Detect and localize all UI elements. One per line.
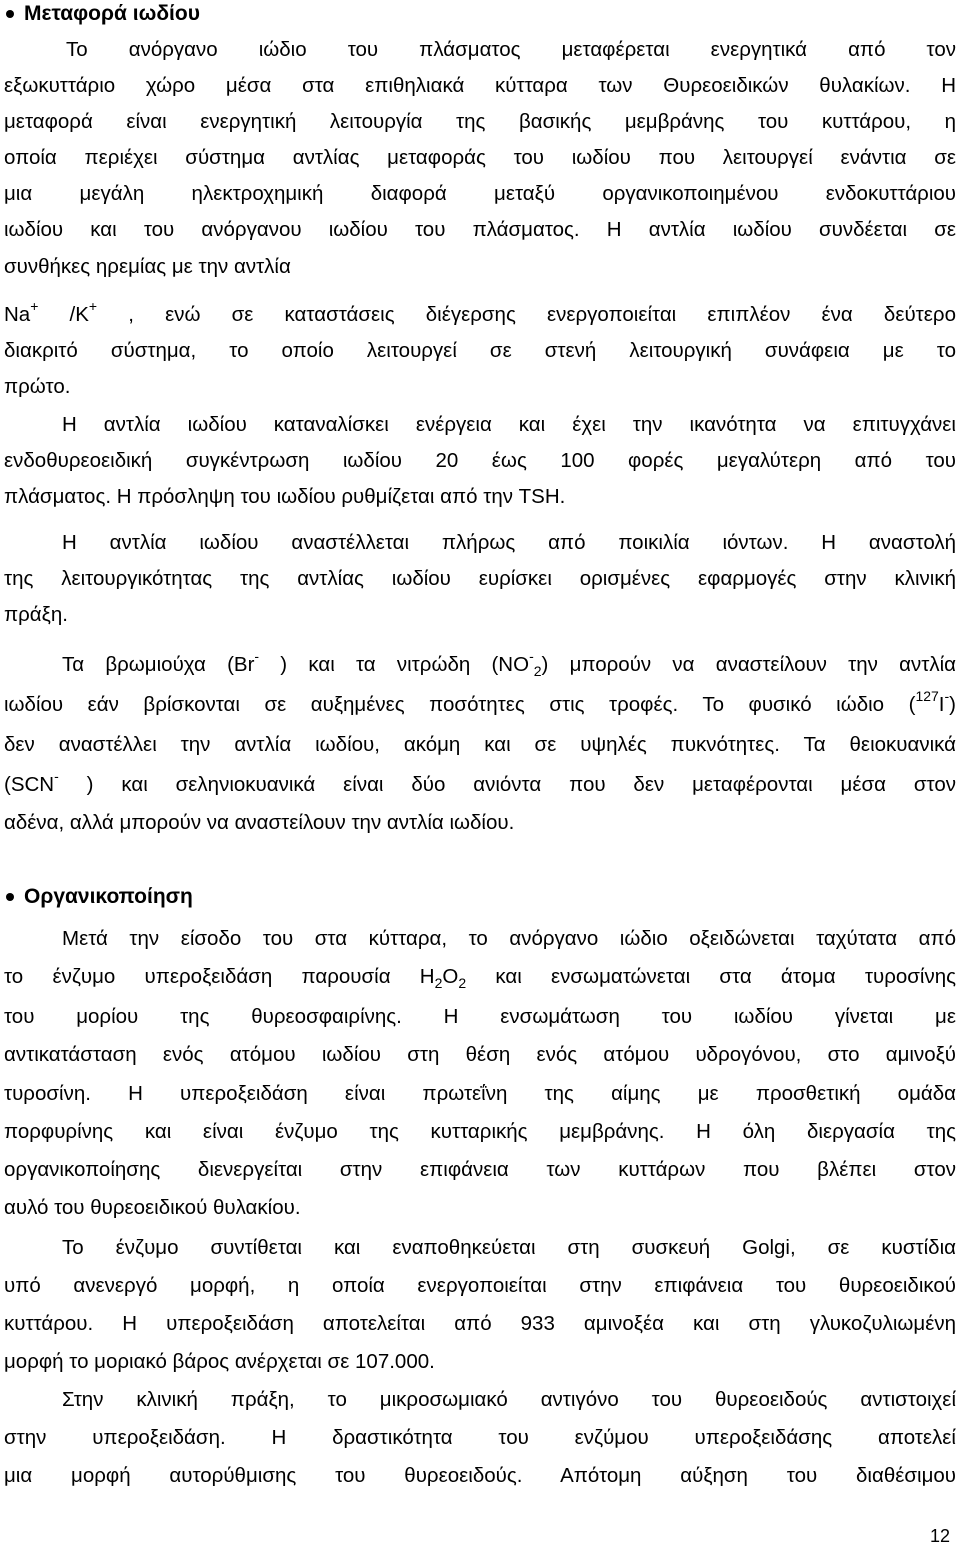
paragraph-line: ενδοθυρεοειδική συγκέντρωση ιωδίου 20 έως 100 φορές μεγαλύτερη από του: [4, 449, 956, 472]
bullet-icon: [6, 893, 14, 901]
paragraph-line: συνθήκες ηρεμίας με την αντλία: [4, 255, 291, 278]
section-title: Μεταφορά ιωδίου: [24, 2, 200, 25]
paragraph-line: Το ανόργανο ιώδιο του πλάσματος μεταφέρεται ενεργητικά από τον: [66, 38, 956, 61]
section-title: Οργανικοποίηση: [24, 885, 193, 908]
paragraph-line: μεταφορά είναι ενεργητική λειτουργία της βασικής μεμβράνης του κυττάρου, η: [4, 110, 956, 133]
paragraph-line: της λειτουργικότητας της αντλίας ιωδίου ευρίσκει ορισμένες εφαρμογές στην κλινική: [4, 567, 956, 590]
paragraph-line: αδένα, αλλά μπορούν να αναστείλουν την αντλία ιωδίου.: [4, 811, 515, 834]
paragraph-line-h2o2: το ένζυμο υπεροξειδάση παρουσία $H_2O_2$ και ενσωματώνεται στα άτομα τυροσίνης: [4, 965, 956, 991]
paragraph-line: δεν αναστέλλει την αντλία ιωδίου, ακόμη και σε υψηλές πυκνότητες. Τα θειοκυανικά: [4, 733, 956, 756]
paragraph-line-bromide: Τα βρωμιούχα (Br- ) και τα νιτρώδη $(NO^-_2)$ μπορούν να αναστείλουν την αντλία: [62, 648, 956, 679]
paragraph-line: Η αντλία ιωδίου καταναλίσκει ενέργεια και έχει την ικανότητα να επιτυγχάνει: [62, 413, 956, 436]
paragraph-line: Μετά την είσοδο του στα κύτταρα, το ανόργανο ιώδιο οξειδώνεται ταχύτατα από: [62, 927, 956, 950]
paragraph-line: διακριτό σύστημα, το οποίο λειτουργεί σε στενή λειτουργική συνάφεια με το: [4, 339, 956, 362]
paragraph-line: Η αντλία ιωδίου αναστέλλεται πλήρως από ποικιλία ιόντων. Η αναστολή: [62, 531, 956, 554]
paragraph-line: στην υπεροξειδάση. Η δραστικότητα του ενζύμου υπεροξειδάσης αποτελεί: [4, 1426, 956, 1449]
section-heading-iodine-transport: [6, 2, 200, 26]
paragraph-line: του μορίου της θυρεοσφαιρίνης. Η ενσωμάτωση του ιωδίου γίνεται με: [4, 1005, 956, 1028]
paragraph-line-na-k: Na+ /K+ , ενώ σε καταστάσεις διέγερσης ενεργοποιείται επιπλέον ένα δεύτερο: [4, 298, 956, 326]
paragraph-line: κυττάρου. Η υπεροξειδάση αποτελείται από 933 αμινοξέα και στη γλυκοζυλιωμένη: [4, 1312, 956, 1335]
bullet-icon: [6, 10, 14, 18]
paragraph-line: μια μορφή αυτορύθμισης του θυρεοειδούς. Απότομη αύξηση του διαθέσιμου: [4, 1464, 956, 1487]
section-heading-organification: [6, 885, 193, 909]
paragraph-line: υπό ανενεργό μορφή, η οποία ενεργοποιείται στην επιφάνεια του θυρεοειδικού: [4, 1274, 956, 1297]
paragraph-line: πρώτο.: [4, 375, 71, 398]
paragraph-line-iodine-127: ιωδίου εάν βρίσκονται σε αυξημένες ποσότητες στις τροφές. Το φυσικό ιώδιο ($^{127}$I-): [4, 688, 956, 716]
paragraph-line: αντικατάσταση ενός ατόμου ιωδίου στη θέση ενός ατόμου υδρογόνου, στο αμινοξύ: [4, 1043, 956, 1066]
paragraph-line: Το ένζυμο συντίθεται και εναποθηκεύεται στη συσκευή Golgi, σε κυστίδια: [62, 1236, 956, 1259]
paragraph-line: πορφυρίνης και είναι ένζυμο της κυτταρικής μεμβράνης. Η όλη διεργασία της: [4, 1120, 956, 1143]
paragraph-line: Στην κλινική πράξη, το μικροσωμιακό αντιγόνο του θυρεοειδούς αντιστοιχεί: [62, 1388, 956, 1411]
paragraph-line-scn: (SCN- ) και σεληνιοκυανικά είναι δύο ανιόντα που δεν μεταφέρονται μέσα στον: [4, 768, 956, 796]
paragraph-line: πράξη.: [4, 603, 68, 626]
paragraph-line: εξωκυττάριο χώρο μέσα στα επιθηλιακά κύτταρα των Θυρεοειδικών θυλακίων. Η: [4, 74, 956, 97]
paragraph-line: αυλό του θυρεοειδικού θυλακίου.: [4, 1196, 301, 1219]
paragraph-line: μια μεγάλη ηλεκτροχημική διαφορά μεταξύ οργανικοποιημένου ενδοκυττάριου: [4, 182, 956, 205]
paragraph-line: οργανικοποίησης διενεργείται στην επιφάνεια των κυττάρων που βλέπει στον: [4, 1158, 956, 1181]
paragraph-line: οποία περιέχει σύστημα αντλίας μεταφοράς του ιωδίου που λειτουργεί ενάντια σε: [4, 146, 956, 169]
paragraph-line: μορφή το μοριακό βάρος ανέρχεται σε 107.000.: [4, 1350, 435, 1373]
page-number: 12: [929, 1526, 950, 1546]
paragraph-line: πλάσματος. Η πρόσληψη του ιωδίου ρυθμίζεται από την TSH.: [4, 485, 566, 508]
paragraph-line: τυροσίνη. Η υπεροξειδάση είναι πρωτεΐνη της αίμης με προσθετική ομάδα: [4, 1082, 956, 1105]
paragraph-line: ιωδίου και του ανόργανου ιωδίου του πλάσματος. Η αντλία ιωδίου συνδέεται σε: [4, 218, 956, 241]
